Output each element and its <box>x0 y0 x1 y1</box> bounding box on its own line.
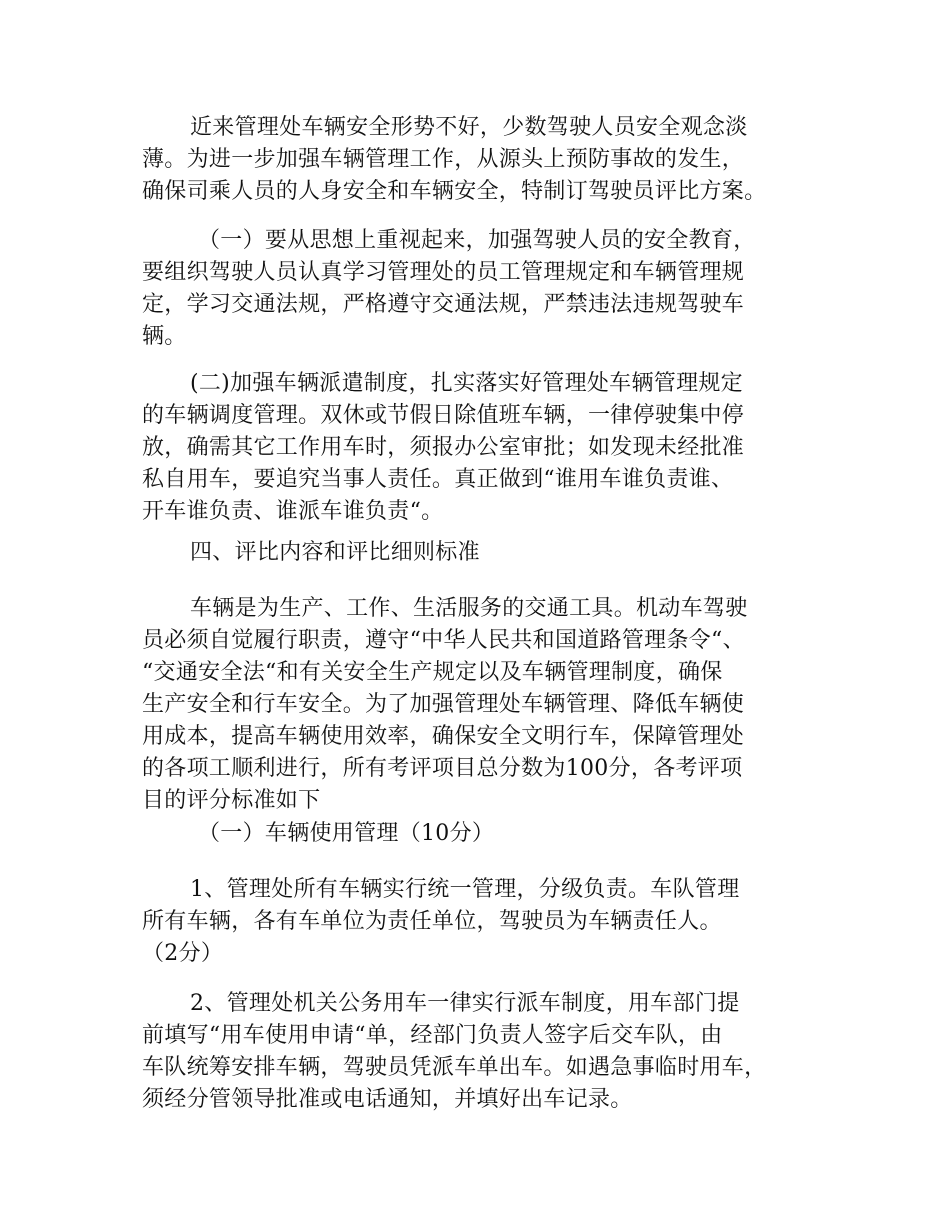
paragraph-rule-1 <box>142 874 842 970</box>
text-line: 车队统筹安排车辆，驾驶员凭派车单出车。如遇急事临时用车， <box>142 1055 767 1080</box>
paragraph-item-1 <box>142 225 842 353</box>
text-line: 用成本，提高车辆使用效率，确保安全文明行车，保障管理处 <box>142 724 745 749</box>
text-line: 所有车辆，各有车单位为责任单位，驾驶员为车辆责任人。 <box>142 909 722 934</box>
text-line: 要组织驾驶人员认真学习管理处的员工管理规定和车辆管理规 <box>142 260 745 285</box>
text-line: 生产安全和行车安全。为了加强管理处车辆管理、降低车辆使 <box>142 692 745 717</box>
text-line: 放，确需其它工作用车时，须报办公室审批；如发现未经批准 <box>142 435 745 460</box>
text-line: “交通安全法“和有关安全生产规定以及车辆管理制度，确保 <box>142 660 723 685</box>
paragraph-intro <box>142 112 842 208</box>
text-line: 近来管理处车辆安全形势不好，少数驾驶人员安全观念淡 <box>190 115 748 140</box>
text-line: 私自用车，要追究当事人责任。真正做到“谁用车谁负责谁、 <box>142 467 734 492</box>
text-line: （一）要从思想上重视起来，加强驾驶人员的安全教育， <box>198 228 756 253</box>
text-line: 辆。 <box>142 324 187 349</box>
text-line: 确保司乘人员的人身安全和车辆安全，特制订驾驶员评比方案。 <box>142 179 767 204</box>
text-line: 定，学习交通法规，严格遵守交通法规，严禁违法违规驾驶车 <box>142 292 745 317</box>
text-line: 2、管理处机关公务用车一律实行派车制度，用车部门提 <box>190 991 740 1016</box>
text-line: 须经分管领导批准或电话通知，并填好出车记录。 <box>142 1087 633 1112</box>
section-heading <box>142 537 842 569</box>
text-line: 的车辆调度管理。双休或节假日除值班车辆，一律停驶集中停 <box>142 403 745 428</box>
text-line: 车辆是为生产、工作、生活服务的交通工具。机动车驾驶 <box>190 596 748 621</box>
paragraph-description <box>142 593 842 817</box>
text-line: 的各项工顺利进行，所有考评项目总分数为100分，各考评项 <box>142 756 743 781</box>
subsection-heading <box>142 818 842 850</box>
heading-text: 四、评比内容和评比细则标准 <box>190 540 480 565</box>
text-line: 1、管理处所有车辆实行统一管理，分级负责。车队管理 <box>190 877 740 902</box>
text-line: 前填写“用车使用申请“单，经部门负责人签字后交车队，由 <box>142 1023 723 1048</box>
paragraph-item-2 <box>142 368 842 528</box>
text-line: (二)加强车辆派遣制度，扎实落实好管理处车辆管理规定 <box>190 371 743 396</box>
text-line: 开车谁负责、谁派车谁负责“。 <box>142 499 444 524</box>
text-line: 目的评分标准如下 <box>142 788 321 813</box>
heading-text: （一）车辆使用管理（10分） <box>198 821 495 846</box>
paragraph-rule-2 <box>142 988 842 1116</box>
text-line: 员必须自觉履行职责，遵守“中华人民共和国道路管理条令“、 <box>142 628 745 653</box>
text-line: 薄。为进一步加强车辆管理工作，从源头上预防事故的发生， <box>142 147 745 172</box>
text-line: （2分） <box>142 941 224 966</box>
